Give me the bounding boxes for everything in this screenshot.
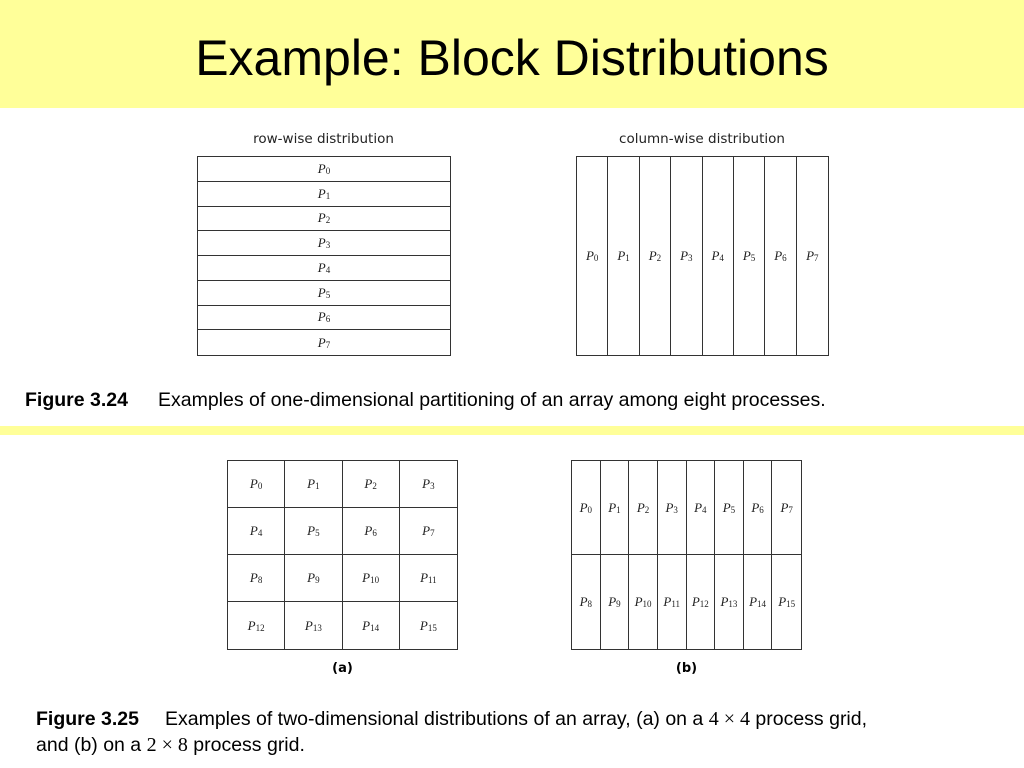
process-symbol: P [636, 499, 645, 515]
process-symbol: P [608, 594, 617, 609]
process-symbol: P [680, 248, 689, 263]
process-symbol: P [648, 248, 657, 263]
grid-a-cell-p14 [343, 602, 400, 649]
grid-a-cell-p10 [343, 555, 400, 602]
grid-a-cell-p3 [400, 461, 457, 508]
process-symbol: P [749, 594, 758, 609]
process-symbol: P [307, 523, 316, 538]
process-symbol: P [585, 248, 594, 263]
process-index: 1 [616, 504, 621, 515]
process-index: 3 [673, 504, 678, 515]
process-index: 6 [782, 253, 787, 263]
row-cell-p3 [198, 231, 450, 256]
process-index: 0 [325, 165, 331, 176]
process-index: 4 [719, 253, 724, 263]
column-cell-p7 [797, 157, 828, 355]
grid-b-cell-p13 [715, 555, 744, 649]
grid-2x8 [571, 460, 802, 650]
process-index: 4 [325, 264, 331, 275]
grid-b-cell-p7 [772, 461, 801, 555]
grid-b-cell-p6 [744, 461, 773, 555]
grid-b-size: 2 × 8 [146, 734, 188, 756]
process-index: 3 [688, 253, 693, 263]
process-symbol: P [317, 160, 326, 176]
process-symbol: P [663, 594, 672, 609]
process-symbol: P [711, 248, 720, 263]
row-wise-label: row-wise distribution [253, 131, 394, 147]
process-index: 2 [644, 504, 650, 515]
row-wise-distribution [197, 156, 451, 356]
figure-3-24-caption [25, 387, 1015, 413]
process-symbol: P [420, 570, 429, 585]
process-symbol: P [422, 523, 431, 538]
process-index: 11 [671, 599, 680, 609]
process-index: 8 [587, 599, 593, 609]
process-index: 3 [430, 481, 435, 491]
column-cell-p4 [703, 157, 734, 355]
process-symbol: P [317, 259, 326, 275]
process-index: 6 [325, 314, 331, 325]
process-index: 5 [325, 289, 331, 300]
caption-text-part: Examples of two-dimensional distributions of an array, (a) on a [164, 708, 709, 730]
process-symbol: P [317, 284, 326, 300]
label-b: (b) [675, 661, 698, 676]
process-symbol: P [362, 617, 371, 633]
row-cell-p6 [198, 306, 450, 331]
process-index: 14 [757, 599, 767, 609]
grid-a-cell-p0 [228, 461, 285, 508]
grid-a-size: 4 × 4 [708, 708, 750, 730]
process-symbol: P [247, 617, 256, 633]
process-symbol: P [307, 570, 316, 585]
process-index: 5 [730, 504, 736, 515]
row-cell-p0 [198, 157, 450, 182]
grid-b-cell-p9 [601, 555, 630, 649]
grid-b-cell-p15 [772, 555, 801, 649]
column-wise-label: column-wise distribution [619, 131, 785, 147]
figure-3-24-text: Examples of one-dimensional partitioning of an array among eight processes. [157, 389, 826, 411]
process-index: 0 [593, 253, 599, 263]
process-symbol: P [317, 185, 326, 201]
figure-3-25-number: Figure 3.25 [36, 708, 139, 730]
process-symbol: P [722, 499, 731, 515]
grid-b-cell-p11 [658, 555, 687, 649]
process-index: 9 [616, 599, 621, 609]
process-index: 0 [257, 481, 263, 491]
process-index: 13 [312, 622, 322, 633]
process-symbol: P [778, 594, 787, 609]
grid-a-cell-p7 [400, 508, 457, 555]
process-index: 7 [788, 504, 793, 515]
process-symbol: P [720, 594, 729, 609]
process-index: 10 [370, 575, 380, 585]
grid-b-cell-p2 [629, 461, 658, 555]
process-symbol: P [317, 309, 326, 325]
grid-a-cell-p8 [228, 555, 285, 602]
process-symbol: P [806, 248, 815, 263]
column-cell-p3 [671, 157, 702, 355]
process-symbol: P [579, 594, 588, 609]
process-index: 0 [587, 504, 593, 515]
grid-b-cell-p3 [658, 461, 687, 555]
caption-text-part: and (b) on a [36, 734, 147, 756]
process-index: 4 [257, 528, 263, 538]
figure-3-25-line1 [36, 706, 1016, 732]
grid-a-cell-p5 [285, 508, 342, 555]
row-cell-p2 [198, 207, 450, 232]
process-symbol: P [249, 476, 258, 491]
row-cell-p1 [198, 182, 450, 207]
process-index: 3 [325, 240, 331, 251]
process-symbol: P [422, 476, 431, 491]
grid-a-cell-p6 [343, 508, 400, 555]
grid-b-cell-p4 [687, 461, 716, 555]
process-index: 1 [325, 190, 331, 201]
slide-title: Example: Block Distributions [195, 30, 829, 86]
process-index: 2 [656, 253, 662, 263]
process-symbol: P [364, 523, 373, 538]
process-symbol: P [774, 248, 783, 263]
process-index: 2 [372, 481, 377, 491]
row-cell-p4 [198, 256, 450, 281]
process-index: 7 [814, 253, 819, 263]
grid-a-cell-p13 [285, 602, 342, 649]
process-symbol: P [317, 334, 326, 350]
process-symbol: P [419, 617, 428, 633]
process-index: 13 [728, 599, 738, 609]
grid-a-cell-p15 [400, 602, 457, 649]
column-wise-distribution [576, 156, 829, 356]
process-symbol: P [634, 594, 643, 609]
process-index: 1 [315, 481, 320, 491]
process-index: 7 [325, 339, 331, 350]
column-cell-p2 [640, 157, 671, 355]
grid-a-cell-p12 [228, 602, 285, 649]
process-index: 1 [625, 253, 630, 263]
process-index: 10 [642, 599, 652, 609]
section-divider [0, 426, 1024, 435]
grid-b-cell-p10 [629, 555, 658, 649]
process-index: 14 [370, 622, 380, 633]
process-symbol: P [307, 476, 316, 491]
row-cell-p5 [198, 281, 450, 306]
process-symbol: P [362, 570, 371, 585]
process-index: 12 [255, 622, 265, 633]
process-symbol: P [249, 523, 258, 538]
column-cell-p6 [765, 157, 796, 355]
process-symbol: P [691, 594, 700, 609]
process-symbol: P [249, 570, 258, 585]
grid-a-cell-p9 [285, 555, 342, 602]
grid-b-cell-p14 [744, 555, 773, 649]
caption-text-part: process grid. [187, 734, 305, 756]
process-index: 6 [759, 504, 764, 515]
figure-3-25-line2 [36, 732, 1016, 758]
process-index: 4 [702, 504, 707, 515]
column-cell-p5 [734, 157, 765, 355]
grid-a-cell-p1 [285, 461, 342, 508]
process-index: 2 [325, 215, 331, 226]
figure-3-24-number: Figure 3.24 [25, 389, 128, 411]
process-index: 5 [315, 528, 320, 538]
process-index: 11 [428, 575, 437, 585]
process-index: 9 [315, 575, 320, 585]
process-index: 6 [372, 528, 377, 538]
process-index: 8 [257, 575, 263, 585]
process-symbol: P [608, 499, 617, 515]
process-index: 12 [699, 599, 709, 609]
process-symbol: P [364, 476, 373, 491]
process-symbol: P [304, 617, 313, 633]
process-symbol: P [665, 499, 674, 515]
grid-b-cell-p5 [715, 461, 744, 555]
column-cell-p1 [608, 157, 639, 355]
process-symbol: P [617, 248, 626, 263]
process-symbol: P [317, 210, 326, 226]
grid-a-cell-p4 [228, 508, 285, 555]
column-cell-p0 [577, 157, 608, 355]
caption-text-part: process grid, [749, 708, 868, 730]
grid-4x4 [227, 460, 458, 650]
grid-b-cell-p1 [601, 461, 630, 555]
process-symbol: P [694, 499, 703, 515]
grid-a-cell-p2 [343, 461, 400, 508]
grid-a-cell-p11 [400, 555, 457, 602]
figure-3-25-caption [36, 706, 1016, 758]
process-index: 5 [750, 253, 756, 263]
grid-b-cell-p8 [572, 555, 601, 649]
grid-b-cell-p12 [687, 555, 716, 649]
row-cell-p7 [198, 330, 450, 355]
process-index: 15 [786, 599, 796, 609]
process-symbol: P [780, 499, 789, 515]
process-symbol: P [317, 235, 326, 251]
process-index: 7 [430, 528, 435, 538]
label-a: (a) [332, 661, 353, 676]
process-symbol: P [579, 499, 588, 515]
process-symbol: P [751, 499, 760, 515]
process-symbol: P [742, 248, 751, 263]
process-index: 15 [427, 622, 437, 633]
grid-b-cell-p0 [572, 461, 601, 555]
